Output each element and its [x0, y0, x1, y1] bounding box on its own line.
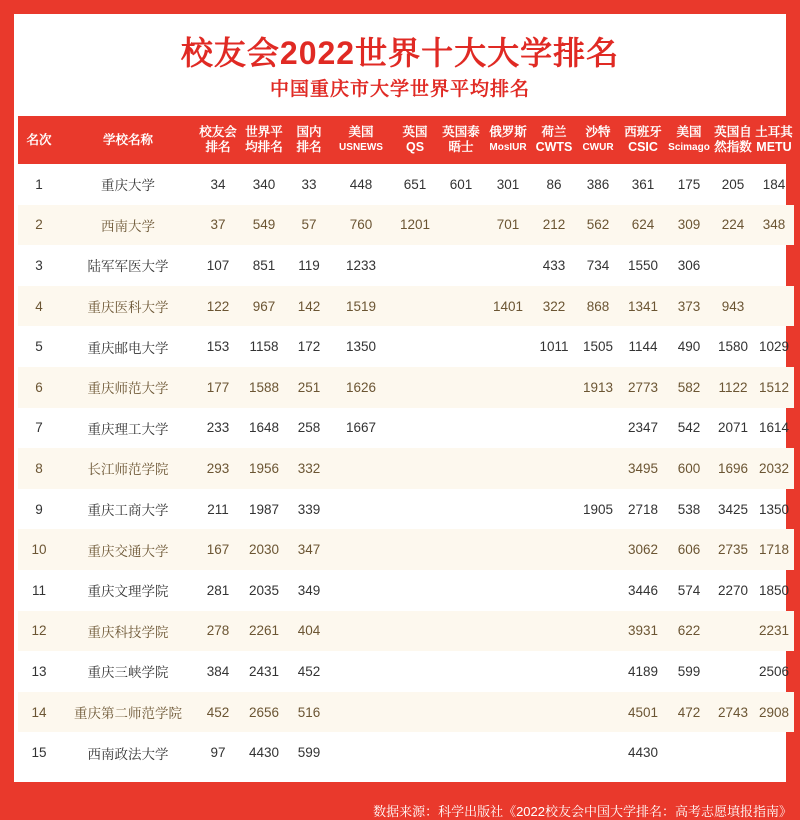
nature-index-cell [712, 732, 754, 773]
source-footer: 数据来源：科学出版社《2022校友会中国大学排名：高考志愿填报指南》 [373, 804, 792, 819]
metu-cell: 2032 [754, 448, 794, 489]
alumni-rank-cell: 278 [196, 611, 240, 652]
cwur-cell: 1505 [582, 339, 614, 355]
cwts-cell [532, 448, 576, 489]
csic-cell: 4189 [627, 663, 659, 679]
mosiur-cell [484, 448, 532, 489]
scimago-cell: 373 [666, 286, 712, 327]
cwts-cell: 322 [532, 286, 576, 327]
rank-cell: 9 [35, 501, 43, 517]
school-cell: 西南大学 [60, 205, 196, 246]
domestic-rank-cell: 516 [288, 692, 330, 733]
csic-cell: 1144 [628, 339, 658, 355]
cwur-cell [576, 732, 620, 773]
times-cell [438, 692, 484, 733]
header-cwur: 沙特 CWUR [576, 116, 620, 164]
rank-cell: 10 [18, 529, 60, 570]
qs-cell [392, 570, 438, 611]
table-row [18, 651, 794, 692]
times-cell [438, 489, 484, 530]
cwur-cell [576, 570, 620, 611]
world-avg-cell: 1648 [248, 420, 280, 436]
cwur-cell: 562 [576, 205, 620, 246]
mosiur-cell [484, 326, 532, 367]
cwur-cell [576, 529, 620, 570]
table-row [18, 692, 794, 733]
header-usnews: 美国 USNEWS [330, 116, 392, 164]
cwts-cell [532, 408, 576, 449]
cwur-cell: 386 [586, 176, 610, 192]
usnews-cell [330, 570, 392, 611]
school-cell: 重庆理工大学 [87, 421, 169, 437]
world-avg-cell: 1588 [240, 367, 288, 408]
cwur-cell: 868 [576, 286, 620, 327]
scimago-cell: 574 [677, 582, 701, 598]
mosiur-cell [484, 529, 532, 570]
rank-cell: 8 [18, 448, 60, 489]
nature-index-cell: 2270 [717, 582, 749, 598]
domestic-rank-cell: 142 [288, 286, 330, 327]
csic-cell: 1550 [627, 257, 659, 273]
qs-cell [392, 489, 438, 530]
nature-index-cell: 3425 [717, 501, 749, 517]
scimago-cell: 309 [666, 205, 712, 246]
table-row [18, 326, 794, 367]
csic-cell: 361 [631, 176, 655, 192]
domestic-rank-cell: 332 [288, 448, 330, 489]
nature-index-cell [712, 245, 754, 286]
domestic-rank-cell: 251 [288, 367, 330, 408]
times-cell [438, 611, 484, 652]
cwts-cell [532, 489, 576, 530]
table-row [18, 611, 794, 652]
header-alumni-rank: 校友会 排名 [196, 116, 240, 164]
usnews-cell [330, 651, 392, 692]
domestic-rank-cell: 119 [298, 257, 320, 273]
alumni-rank-cell: 34 [210, 176, 226, 192]
school-cell: 重庆大学 [101, 178, 155, 194]
metu-cell: 2231 [754, 611, 794, 652]
alumni-rank-cell: 211 [207, 501, 229, 517]
domestic-rank-cell: 347 [288, 529, 330, 570]
metu-cell [754, 732, 794, 773]
scimago-cell: 606 [666, 529, 712, 570]
world-avg-cell: 1956 [240, 448, 288, 489]
metu-cell [754, 245, 794, 286]
usnews-cell: 1667 [345, 420, 377, 436]
qs-cell: 1201 [392, 205, 438, 246]
usnews-cell: 760 [330, 205, 392, 246]
nature-index-cell: 224 [712, 205, 754, 246]
world-avg-cell: 2431 [248, 663, 280, 679]
qs-cell [392, 245, 438, 286]
usnews-cell: 1519 [330, 286, 392, 327]
mosiur-cell: 301 [496, 176, 520, 192]
world-avg-cell: 549 [240, 205, 288, 246]
cwts-cell [532, 529, 576, 570]
qs-cell [392, 692, 438, 733]
cwts-cell [532, 732, 576, 773]
nature-index-cell: 205 [721, 176, 745, 192]
school-cell: 西南政法大学 [87, 746, 169, 762]
cwur-cell: 734 [586, 257, 610, 273]
metu-cell: 1718 [754, 529, 794, 570]
cwts-cell [532, 611, 576, 652]
school-cell: 重庆工商大学 [87, 503, 169, 519]
nature-index-cell: 1696 [712, 448, 754, 489]
scimago-cell: 600 [666, 448, 712, 489]
domestic-rank-cell: 404 [288, 611, 330, 652]
mosiur-cell [484, 732, 532, 773]
rank-cell: 14 [18, 692, 60, 733]
csic-cell: 3446 [627, 582, 659, 598]
cwur-cell [576, 651, 620, 692]
mosiur-cell [484, 611, 532, 652]
table-row [18, 489, 794, 530]
usnews-cell [330, 529, 392, 570]
rank-cell: 3 [35, 257, 43, 273]
school-cell: 重庆邮电大学 [87, 340, 169, 356]
mosiur-cell: 701 [484, 205, 532, 246]
cwur-cell [576, 448, 620, 489]
cwts-cell [532, 692, 576, 733]
alumni-rank-cell: 281 [206, 582, 230, 598]
scimago-cell: 306 [677, 257, 701, 273]
world-avg-cell: 1158 [249, 339, 279, 355]
metu-cell: 184 [762, 176, 786, 192]
rank-cell: 12 [18, 611, 60, 652]
metu-cell: 1850 [758, 582, 790, 598]
cwts-cell [532, 367, 576, 408]
world-avg-cell: 967 [240, 286, 288, 327]
school-cell: 陆军军医大学 [87, 259, 169, 275]
alumni-rank-cell: 37 [196, 205, 240, 246]
times-cell [438, 448, 484, 489]
times-cell [438, 570, 484, 611]
qs-cell [392, 611, 438, 652]
scimago-cell: 490 [677, 339, 701, 355]
qs-cell: 651 [403, 176, 427, 192]
world-avg-cell: 2261 [240, 611, 288, 652]
scimago-cell [666, 732, 712, 773]
school-cell: 长江师范学院 [60, 448, 196, 489]
times-cell [438, 286, 484, 327]
domestic-rank-cell: 349 [297, 582, 321, 598]
alumni-rank-cell: 177 [196, 367, 240, 408]
mosiur-cell [484, 489, 532, 530]
nature-index-cell [712, 651, 754, 692]
domestic-rank-cell: 599 [297, 745, 321, 761]
cwts-cell: 212 [532, 205, 576, 246]
header-rank: 名次 [18, 116, 60, 164]
usnews-cell: 1626 [330, 367, 392, 408]
world-avg-cell: 340 [252, 176, 276, 192]
metu-cell: 2506 [758, 663, 790, 679]
usnews-cell: 1233 [345, 257, 377, 273]
cwts-cell: 433 [542, 257, 566, 273]
school-cell: 重庆第二师范学院 [60, 692, 196, 733]
rank-cell: 15 [31, 745, 47, 761]
header-world-avg: 世界平 均排名 [240, 116, 288, 164]
world-avg-cell: 851 [252, 257, 276, 273]
rank-cell: 4 [18, 286, 60, 327]
school-cell: 重庆师范大学 [60, 367, 196, 408]
header-metu: 土耳其 METU [754, 116, 794, 164]
table-row [18, 529, 794, 570]
nature-index-cell: 943 [712, 286, 754, 327]
header-times: 英国泰 晤士 [438, 116, 484, 164]
alumni-rank-cell: 97 [210, 745, 226, 761]
times-cell: 601 [449, 176, 473, 192]
csic-cell: 3495 [620, 448, 666, 489]
nature-index-cell: 2071 [717, 420, 749, 436]
csic-cell: 2347 [627, 420, 659, 436]
qs-cell [392, 651, 438, 692]
csic-cell: 2773 [620, 367, 666, 408]
alumni-rank-cell: 233 [206, 420, 230, 436]
table-row [18, 732, 794, 773]
world-avg-cell: 4430 [248, 745, 280, 761]
world-avg-cell: 1987 [248, 501, 280, 517]
ranking-table [18, 116, 794, 773]
usnews-cell: 448 [349, 176, 373, 192]
times-cell [438, 529, 484, 570]
qs-cell [392, 448, 438, 489]
header-row [18, 116, 794, 164]
csic-cell: 3931 [620, 611, 666, 652]
csic-cell: 3062 [620, 529, 666, 570]
metu-cell: 348 [754, 205, 794, 246]
cwts-cell: 1011 [539, 339, 569, 355]
times-cell [438, 651, 484, 692]
scimago-cell: 582 [666, 367, 712, 408]
world-avg-cell: 2035 [248, 582, 280, 598]
scimago-cell: 542 [677, 420, 701, 436]
cwts-cell [532, 570, 576, 611]
scimago-cell: 472 [666, 692, 712, 733]
mosiur-cell [484, 408, 532, 449]
csic-cell: 1341 [620, 286, 666, 327]
scimago-cell: 622 [666, 611, 712, 652]
alumni-rank-cell: 107 [206, 257, 230, 273]
header-nature-index: 英国自 然指数 [712, 116, 754, 164]
mosiur-cell [484, 651, 532, 692]
nature-index-cell: 1122 [712, 367, 754, 408]
usnews-cell [330, 692, 392, 733]
times-cell [438, 367, 484, 408]
page-title: 校友会2022世界十大大学排名 [180, 35, 620, 71]
cwur-cell: 1905 [582, 501, 614, 517]
scimago-cell: 599 [677, 663, 701, 679]
qs-cell [392, 326, 438, 367]
domestic-rank-cell: 258 [297, 420, 321, 436]
mosiur-cell [484, 245, 532, 286]
table-row [18, 367, 794, 408]
csic-cell: 2718 [627, 501, 659, 517]
school-cell: 重庆交通大学 [60, 529, 196, 570]
header-domestic: 国内 排名 [288, 116, 330, 164]
usnews-cell [330, 489, 392, 530]
school-cell: 重庆科技学院 [60, 611, 196, 652]
table-row [18, 245, 794, 286]
world-avg-cell: 2030 [240, 529, 288, 570]
usnews-cell [330, 732, 392, 773]
header-csic: 西班牙 CSIC [620, 116, 666, 164]
rank-cell: 13 [31, 663, 47, 679]
domestic-rank-cell: 339 [297, 501, 321, 517]
nature-index-cell: 2735 [712, 529, 754, 570]
school-cell: 重庆医科大学 [60, 286, 196, 327]
world-avg-cell: 2656 [240, 692, 288, 733]
scimago-cell: 175 [677, 176, 701, 192]
times-cell [438, 326, 484, 367]
nature-index-cell: 2743 [712, 692, 754, 733]
mosiur-cell: 1401 [484, 286, 532, 327]
domestic-rank-cell: 57 [288, 205, 330, 246]
mosiur-cell [484, 692, 532, 733]
table-row [18, 408, 794, 449]
header-qs: 英国 QS [392, 116, 438, 164]
table-row [18, 448, 794, 489]
metu-cell: 1512 [754, 367, 794, 408]
cwur-cell [576, 408, 620, 449]
table-row [18, 205, 794, 246]
header-school: 学校名称 [60, 116, 196, 164]
header-mosiur: 俄罗斯 MosIUR [484, 116, 532, 164]
mosiur-cell [484, 367, 532, 408]
qs-cell [392, 408, 438, 449]
cwur-cell: 1913 [576, 367, 620, 408]
alumni-rank-cell: 293 [196, 448, 240, 489]
times-cell [438, 408, 484, 449]
usnews-cell [330, 611, 392, 652]
metu-cell: 1614 [758, 420, 790, 436]
metu-cell: 1350 [758, 501, 790, 517]
metu-cell: 2908 [754, 692, 794, 733]
alumni-rank-cell: 167 [196, 529, 240, 570]
csic-cell: 4430 [627, 745, 659, 761]
qs-cell [392, 367, 438, 408]
rank-cell: 2 [18, 205, 60, 246]
cwts-cell [532, 651, 576, 692]
header-scimago: 美国 Scimago [666, 116, 712, 164]
metu-cell [754, 286, 794, 327]
usnews-cell: 1350 [345, 339, 377, 355]
table-row [18, 286, 794, 327]
header-cwts: 荷兰 CWTS [532, 116, 576, 164]
alumni-rank-cell: 384 [206, 663, 230, 679]
page-subtitle: 中国重庆市大学世界平均排名 [269, 79, 530, 100]
usnews-cell [330, 448, 392, 489]
domestic-rank-cell: 33 [301, 176, 317, 192]
rank-cell: 6 [18, 367, 60, 408]
table-row [18, 164, 794, 205]
qs-cell [392, 732, 438, 773]
table-row [18, 570, 794, 611]
domestic-rank-cell: 172 [297, 339, 321, 355]
scimago-cell: 538 [677, 501, 701, 517]
metu-cell: 1029 [758, 339, 790, 355]
cwur-cell [576, 692, 620, 733]
times-cell [438, 205, 484, 246]
table-body [18, 164, 794, 773]
csic-cell: 624 [620, 205, 666, 246]
rank-cell: 1 [35, 176, 43, 192]
mosiur-cell [484, 570, 532, 611]
rank-cell: 7 [35, 420, 43, 436]
nature-index-cell [712, 611, 754, 652]
rank-cell: 11 [31, 582, 46, 598]
ranking-card [14, 14, 793, 819]
cwts-cell: 86 [546, 176, 562, 192]
school-cell: 重庆文理学院 [87, 584, 169, 600]
times-cell [438, 732, 484, 773]
times-cell [438, 245, 484, 286]
qs-cell [392, 286, 438, 327]
alumni-rank-cell: 153 [206, 339, 230, 355]
qs-cell [392, 529, 438, 570]
school-cell: 重庆三峡学院 [87, 665, 169, 681]
rank-cell: 5 [35, 339, 43, 355]
alumni-rank-cell: 122 [196, 286, 240, 327]
alumni-rank-cell: 452 [196, 692, 240, 733]
domestic-rank-cell: 452 [297, 663, 321, 679]
cwur-cell [576, 611, 620, 652]
csic-cell: 4501 [620, 692, 666, 733]
nature-index-cell: 1580 [717, 339, 749, 355]
